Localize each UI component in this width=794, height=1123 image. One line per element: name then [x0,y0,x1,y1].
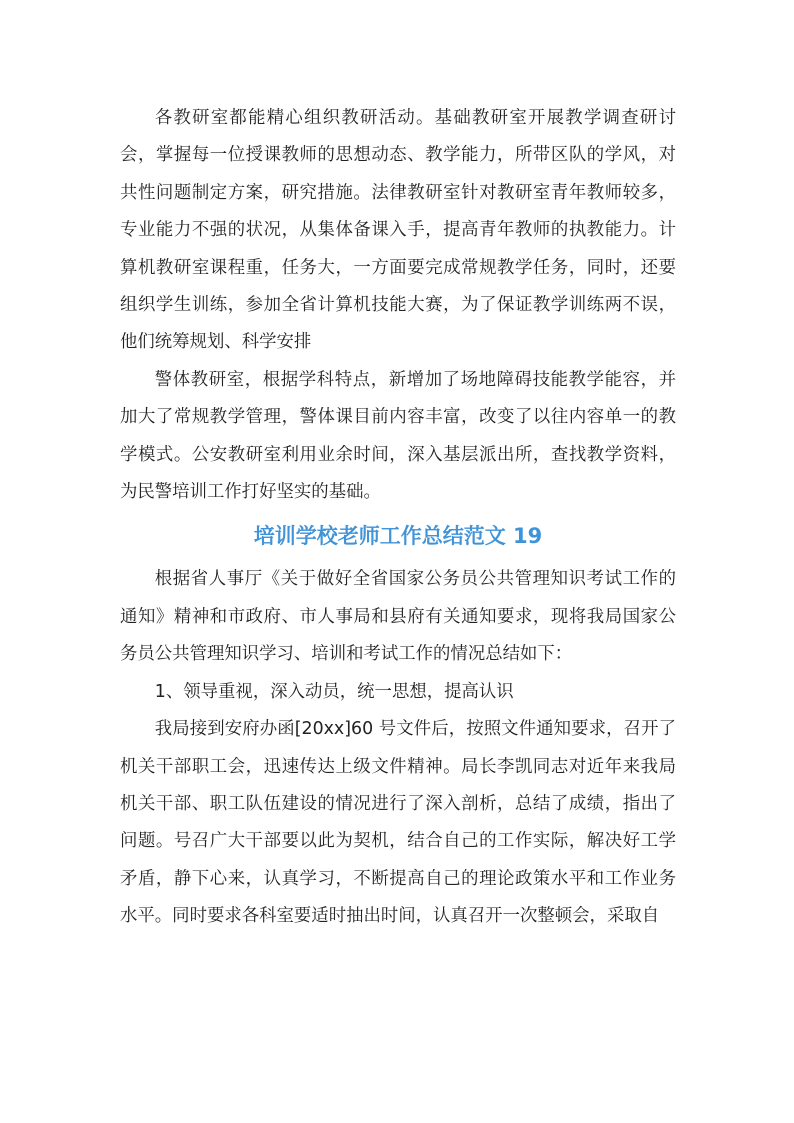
paragraph-implementation: 我局接到安府办函[20xx]60 号文件后，按照文件通知要求，召开了机关干部职工会，迅速传达上级文件精神。局长李凯同志对近年来我局机关干部、职工队伍建设的情况进行了深入剖析，总结了成绩，指出了问题。号召广大干部要以此为契机，结合自己的工作实际，解决好工学矛盾，静下心来，认真学习，不断提高自己的理论政策水平和工作业务水平。同时要求各科室要适时抽出时间，认真召开一次整顿会，采取自 [120,719,676,927]
paragraph-police-sports: 警体教研室，根据学科特点，新增加了场地障碍技能教学能容，并加大了常规教学管理，警体课目前内容丰富，改变了以往内容单一的教学模式。公安教研室利用业余时间，深入基层派出所，查找教学资料，为民警培训工作打好坚实的基础。 [120,369,676,503]
paragraph-intro: 根据省人事厅《关于做好全省国家公务员公共管理知识考试工作的通知》精神和市政府、市人事局和县府有关通知要求，现将我局国家公务员公共管理知识学习、培训和考试工作的情况总结如下： [120,569,676,665]
section-heading: 培训学校老师工作总结范文 19 [253,524,543,549]
document-page [120,100,676,936]
paragraph-teaching-research: 各教研室都能精心组织教研活动。基础教研室开展教学调查研讨会，掌握每一位授课教师的思想动态、教学能力，所带区队的学风，对共性问题制定方案，研究措施。法律教研室针对教研室青年教师较多，专业能力不强的状况，从集体备课入手，提高青年教师的执教能力。计算机教研室课程重，任务大，一方面要完成常规教学任务，同时，还要组织学生训练，参加全省计算机技能大赛，为了保证教学训练两不误，他们统筹规划、科学安排 [120,108,676,353]
paragraph-point-1: 1、领导重视，深入动员，统一思想，提高认识 [154,681,514,702]
